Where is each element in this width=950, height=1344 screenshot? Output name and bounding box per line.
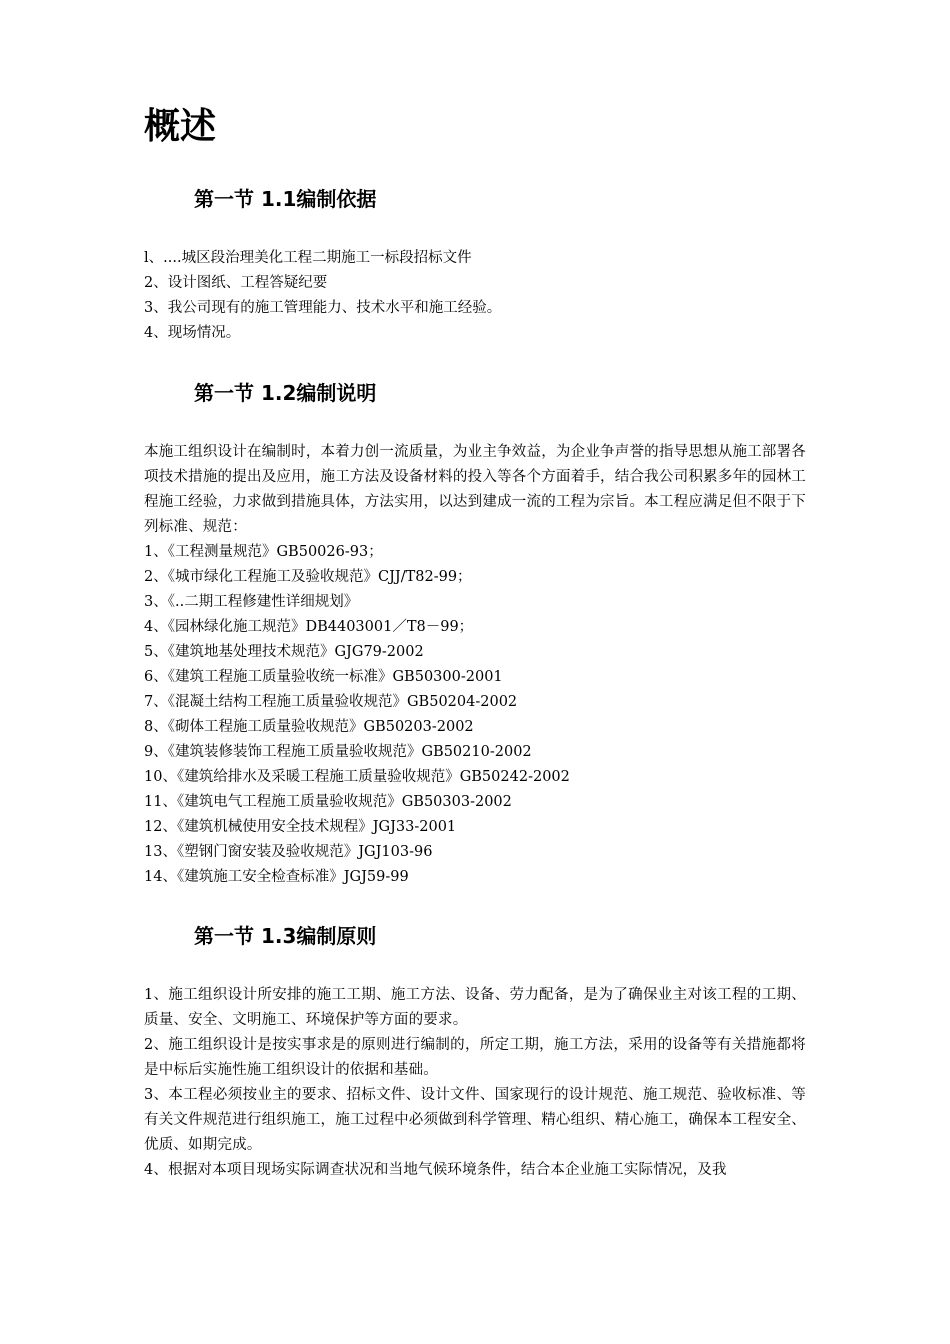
basis-list xyxy=(144,246,806,346)
standard-item: 8、《砌体工程施工质量验收规范》GB50203-2002 xyxy=(144,719,474,735)
standard-item: 6、《建筑工程施工质量验收统一标准》GB50300-2001 xyxy=(144,669,503,685)
section-heading-1-3: 第一节 1.3编制原则 xyxy=(194,924,377,948)
list-item: 2、设计图纸、工程答疑纪要 xyxy=(144,275,328,291)
principle-paragraph: 1、施工组织设计所安排的施工工期、施工方法、设备、劳力配备，是为了确保业主对该工程的工期、质量、安全、文明施工、环境保护等方面的要求。 xyxy=(144,987,806,1028)
section-heading-1-1: 第一节 1.1编制依据 xyxy=(194,187,377,211)
principle-paragraph: 4、根据对本项目现场实际调查状况和当地气候环境条件，结合本企业施工实际情况，及我 xyxy=(144,1162,727,1178)
standard-item: 11、《建筑电气工程施工质量验收规范》GB50303-2002 xyxy=(144,794,512,810)
standard-item: 1、《工程测量规范》GB50026-93； xyxy=(144,544,383,560)
document-title: 概述 xyxy=(144,106,217,147)
standard-item: 7、《混凝土结构工程施工质量验收规范》GB50204-2002 xyxy=(144,694,518,710)
principle-paragraph: 2、施工组织设计是按实事求是的原则进行编制的，所定工期，施工方法，采用的设备等有关措施都将是中标后实施性施工组织设计的依据和基础。 xyxy=(144,1037,806,1078)
list-item: 3、我公司现有的施工管理能力、技术水平和施工经验。 xyxy=(144,300,502,316)
standard-item: 5、《建筑地基处理技术规范》GJG79-2002 xyxy=(144,644,424,660)
principle-paragraph: 3、本工程必须按业主的要求、招标文件、设计文件、国家现行的设计规范、施工规范、验收标准、等有关文件规范进行组织施工，施工过程中必须做到科学管理、精心组织、精心施工，确保本工程安全、优质、如期完成。 xyxy=(144,1087,806,1153)
standard-item: 3、《..二期工程修建性详细规划》 xyxy=(144,594,359,610)
list-item: l、....城区段治理美化工程二期施工一标段招标文件 xyxy=(144,250,472,266)
list-item: 4、现场情况。 xyxy=(144,325,241,341)
standard-item: 9、《建筑装修装饰工程施工质量验收规范》GB50210-2002 xyxy=(144,744,532,760)
principles-block xyxy=(144,983,806,1183)
standard-item: 2、《城市绿化工程施工及验收规范》CJJ/T82-99； xyxy=(144,569,472,585)
standard-item: 13、《塑钢门窗安装及验收规范》JGJ103-96 xyxy=(144,844,433,860)
standard-item: 14、《建筑施工安全检查标准》JGJ59-99 xyxy=(144,869,409,885)
standard-item: 10、《建筑给排水及采暖工程施工质量验收规范》GB50242-2002 xyxy=(144,769,570,785)
explanation-paragraph: 本施工组织设计在编制时，本着力创一流质量，为业主争效益，为企业争声誉的指导思想从施工部署各项技术措施的提出及应用，施工方法及设备材料的投入等各个方面着手，结合我公司积累多年的园林工程施工经验，力求做到措施具体，方法实用，以达到建成一流的工程为宗旨。本工程应满足但不限于下列标准、规范： xyxy=(144,444,806,535)
section-heading-1-2: 第一节 1.2编制说明 xyxy=(194,381,377,405)
explanation-block xyxy=(144,440,806,890)
standard-item: 12、《建筑机械使用安全技术规程》JGJ33-2001 xyxy=(144,819,457,835)
standard-item: 4、《园林绿化施工规范》DB4403001／T8－99； xyxy=(144,619,474,635)
